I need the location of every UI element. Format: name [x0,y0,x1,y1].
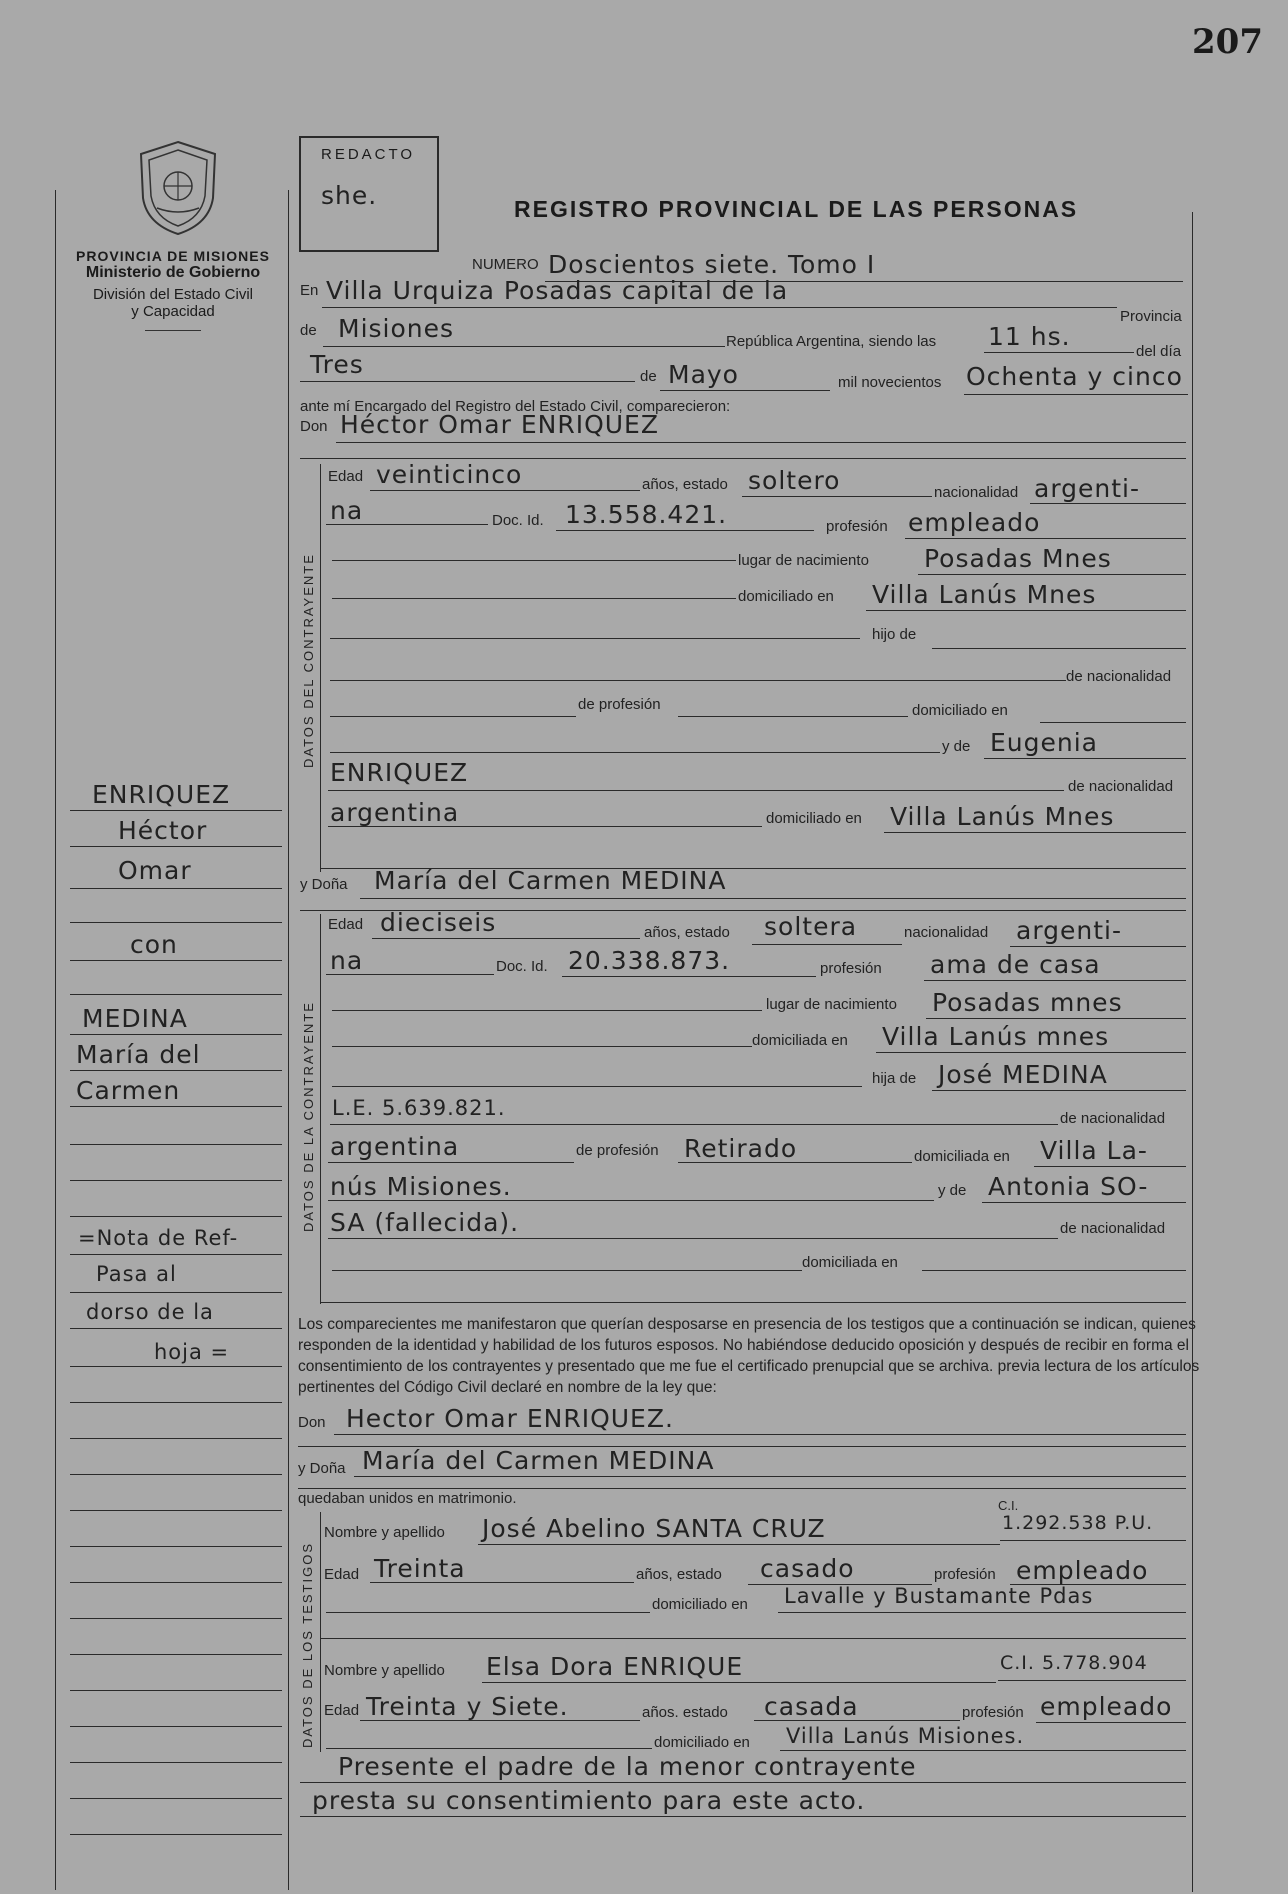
c2-hija-label: hija de [872,1070,917,1087]
margin-note-1: =Nota de Ref- [78,1226,239,1250]
t1-profesion-value: empleado [1016,1556,1149,1585]
t2-domiciliado-value: Villa Lanús Misiones. [786,1724,1025,1748]
c1-lugar-value: Posadas Mnes [924,544,1112,573]
t2-nombre-label: Nombre y apellido [324,1662,445,1679]
t2-edad-value: Treinta y Siete. [366,1692,569,1721]
province-line: PROVINCIA DE MISIONES [76,248,270,264]
t2-estado-value: casada [764,1692,859,1721]
mil-label: mil novecientos [838,374,942,391]
decl-dona-value: María del Carmen MEDINA [362,1446,715,1475]
de-label: de [300,322,317,339]
margin-name-5: MEDINA [82,1004,188,1033]
t2-nombre-value: Elsa Dora ENRIQUE [486,1652,744,1681]
en-label: En [300,282,319,299]
c1-domiciliado2-label: domiciliado en [912,702,1008,719]
c2-doc-label: Doc. Id. [496,958,548,975]
c2-de-profesion-label: de profesión [576,1142,659,1159]
t2-profesion-label: profesión [962,1704,1024,1721]
right-border-line [1192,212,1193,1892]
c2-profesion-label: profesión [820,960,882,977]
c2-nacionalidad-value: argenti- [1016,916,1123,945]
t1-profesion-label: profesión [934,1566,996,1583]
ministry-heading [62,248,284,331]
c1-anos-estado-label: años, estado [642,476,728,493]
coat-of-arms-seal-icon [133,138,223,238]
c1-madre-nac-label: de nacionalidad [1068,778,1174,795]
c1-edad-label: Edad [328,468,364,485]
c1-y-de-label: y de [942,738,971,755]
c2-padre-dom-label: domiciliada en [914,1148,1010,1165]
c2-padre-doc: L.E. 5.639.821. [332,1096,506,1120]
quedaban-text: quedaban unidos en matrimonio. [298,1490,517,1507]
margin-name-3: Omar [118,856,192,885]
c2-padre-dom-value: Villa La- [1040,1136,1148,1165]
c1-doc-value: 13.558.421. [565,500,728,529]
c2-lugar-value: Posadas mnes [932,988,1123,1017]
del-dia-label: del día [1136,343,1182,360]
division-line-2: y Capacidad [131,303,215,320]
ministry-line: Ministerio de Gobierno [85,264,261,281]
decl-don-value: Hector Omar ENRIQUEZ. [346,1404,674,1433]
closing-line-2: presta su consentimiento para este acto. [312,1786,866,1815]
margin-name-7: Carmen [76,1076,181,1105]
c1-estado-value: soltero [748,466,841,495]
t2-profesion-value: empleado [1040,1692,1173,1721]
c1-hijo-label: hijo de [872,626,917,643]
t1-edad-value: Treinta [374,1554,466,1583]
c2-nacionalidad-label: nacionalidad [904,924,989,941]
c2-domiciliada-value: Villa Lanús mnes [882,1022,1110,1051]
c1-de-nacionalidad-label: de nacionalidad [1066,668,1172,685]
c2-madre-dom-label: domiciliada en [802,1254,898,1271]
c2-domiciliada-label: domiciliada en [752,1032,848,1049]
closing-line-1: Presente el padre de la menor contrayente [338,1752,917,1781]
t1-domiciliado-label: domiciliado en [652,1596,748,1613]
t2-domiciliado-label: domiciliado en [654,1734,750,1751]
c1-nacionalidad-cont: na [330,496,364,525]
c2-padre-value: José MEDINA [938,1060,1108,1089]
c2-padre-dom-cont: nús Misiones. [330,1172,512,1201]
anio-value: Ochenta y cinco [966,362,1183,391]
t1-edad-label: Edad [324,1566,360,1583]
en-value: Villa Urquiza Posadas capital de la [326,276,789,305]
c2-edad-label: Edad [328,916,364,933]
c1-edad-value: veinticinco [376,460,523,489]
t1-doc-prefix: C.I. [998,1498,1019,1513]
t1-anos-estado-label: años, estado [636,1566,722,1583]
t2-anos-estado-label: años. estado [642,1704,728,1721]
c1-nacionalidad-value: argenti- [1034,474,1141,503]
c1-lugar-label: lugar de nacimiento [738,552,869,569]
left-margin-line [55,190,56,1890]
de-value: Misiones [338,314,455,343]
c1-madre-dom-label: domiciliado en [766,810,862,827]
c1-madre-apellido: ENRIQUEZ [330,758,469,787]
margin-note-4: hoja = [154,1340,230,1364]
c1-madre-nac-value: argentina [330,798,460,827]
margin-name-2: Héctor [118,816,208,845]
margin-name-6: María del [76,1040,201,1069]
c2-y-de-label: y de [938,1182,967,1199]
t1-nombre-value: José Abelino SANTA CRUZ [482,1514,826,1543]
hora-value: 11 hs. [988,322,1071,351]
margin-note-2: Pasa al [96,1262,177,1286]
redacto-box [299,136,439,252]
c1-nacionalidad-label: nacionalidad [934,484,1019,501]
mes-value: Mayo [668,360,739,389]
division-line-1: División del Estado Civil [92,286,254,303]
republica-label: República Argentina, siendo las [726,333,937,350]
dona-value: María del Carmen MEDINA [374,866,727,895]
c2-nacionalidad-cont: na [330,946,364,975]
margin-note-3: dorso de la [86,1300,214,1324]
t1-estado-value: casado [760,1554,855,1583]
margin-name-4: con [130,930,178,959]
c2-padre-nac-value: argentina [330,1132,460,1161]
c2-profesion-value: ama de casa [930,950,1101,979]
contrayente-1-section-label: DATOS DEL CONTRAYENTE [301,553,316,768]
numero-label: NUMERO [472,256,539,273]
ante-text: ante mí Encargado del Registro del Estado Civil, comparecieron: [300,398,731,415]
c1-domiciliado-label: domiciliado en [738,588,834,605]
c1-madre-value: Eugenia [990,728,1099,757]
dia-value: Tres [310,350,364,379]
t1-doc-value: 1.292.538 P.U. [1002,1512,1154,1534]
c1-domiciliado-value: Villa Lanús Mnes [872,580,1097,609]
page-number: 207 [1192,22,1263,62]
dona-label: y Doña [300,876,348,893]
decl-don-label: Don [298,1414,326,1431]
t2-edad-label: Edad [324,1702,360,1719]
margin-name-1: ENRIQUEZ [92,780,231,809]
c2-padre-prof-value: Retirado [684,1134,798,1163]
redacto-label: REDACTO [321,146,416,163]
c2-doc-value: 20.338.873. [568,946,731,975]
page-title: REGISTRO PROVINCIAL DE LAS PERSONAS [514,196,1079,222]
c2-de-nacionalidad-label: de nacionalidad [1060,1110,1166,1127]
c2-edad-value: dieciseis [380,908,497,937]
declaration-text: Los comparecientes me manifestaron que querían desposarse en presencia de los testigos que a continuación se indican, quienes responden de la identidad y habilidad de los futuros esposos. No habiéndose deducido oposición y después de recibir en forma el consentimiento de los contrayentes y presentado que me fue el certificado prenupcial que se archiva. previa lectura de los artículos pertinentes del Código Civil declaré en nombre de la ley que: [298,1316,1200,1396]
don-value: Héctor Omar ENRIQUEZ [340,410,659,439]
testigos-section-label: DATOS DE LOS TESTIGOS [300,1542,315,1748]
c2-lugar-label: lugar de nacimiento [766,996,897,1013]
margin-divider-line [288,190,289,1890]
c1-profesion-value: empleado [908,508,1041,537]
c2-estado-value: soltera [764,912,858,941]
redacto-value: she. [321,181,378,210]
t1-nombre-label: Nombre y apellido [324,1524,445,1541]
t1-domiciliado-value: Lavalle y Bustamante Pdas [784,1584,1094,1608]
c2-anos-estado-label: años, estado [644,924,730,941]
c2-madre-cont: SA (fallecida). [330,1208,520,1237]
c1-madre-dom-value: Villa Lanús Mnes [890,802,1115,831]
provincia-label: Provincia [1120,308,1182,325]
don-label: Don [300,418,328,435]
c1-de-profesion-label: de profesión [578,696,661,713]
c2-madre-nac-label: de nacionalidad [1060,1220,1166,1237]
contrayente-2-section-label: DATOS DE LA CONTRAYENTE [301,1001,316,1232]
c1-profesion-label: profesión [826,518,888,535]
c2-madre-value: Antonia SO- [988,1172,1149,1201]
de2-label: de [640,368,657,385]
numero-value: Doscientos siete. Tomo I [548,250,876,279]
c1-doc-label: Doc. Id. [492,512,544,529]
t2-doc-value: C.I. 5.778.904 [1000,1652,1148,1674]
decl-dona-label: y Doña [298,1460,346,1477]
